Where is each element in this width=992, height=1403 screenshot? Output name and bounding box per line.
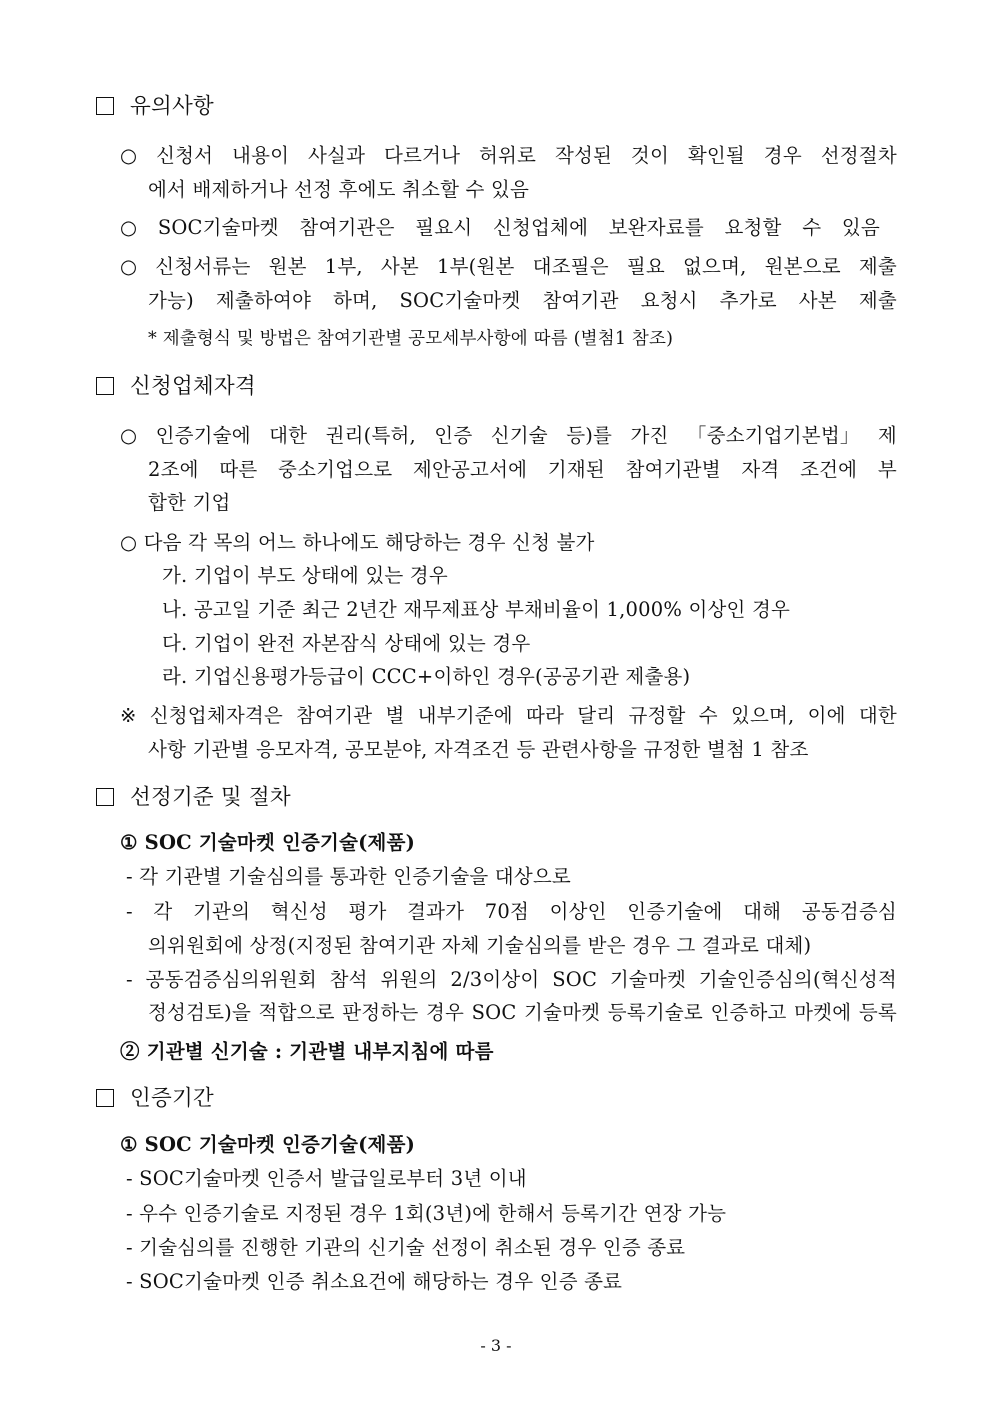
section-heading-notice: 유의사항: [96, 94, 214, 120]
word: 필요시: [415, 216, 473, 239]
word: 신청업체에: [492, 216, 589, 239]
selection-detail-3-line-2: [148, 1000, 897, 1026]
word: 이상인: [549, 900, 607, 923]
word: 없으며,: [683, 255, 747, 278]
word: -: [126, 900, 133, 923]
word: 1부,: [324, 255, 363, 278]
word: ※: [120, 704, 137, 727]
word: 위원의: [380, 968, 438, 991]
word: 별: [385, 704, 405, 727]
eligibility-item-1-line-2: [148, 457, 897, 483]
word: 내부기준에: [417, 704, 513, 727]
word: 대한: [269, 424, 308, 447]
eligibility-remark-line-2: 사항 기관별 응모자격, 공모분야, 자격조건 등 관련사항을 규정한 별첨 1 참조: [148, 738, 809, 761]
word: 70점: [484, 900, 530, 923]
notice-item-3-line-2: [148, 288, 897, 314]
word: 가능): [148, 289, 194, 312]
selection-detail-2-line-1: [126, 899, 897, 925]
eligibility-sub-ga: 가. 기업이 부도 상태에 있는 경우: [162, 564, 448, 587]
square-bullet-icon: [96, 97, 114, 115]
word: 인증: [434, 424, 473, 447]
word: 사본: [380, 255, 419, 278]
word: 공동검증심의위원회: [145, 968, 317, 991]
word: SOC기술마켓: [399, 289, 521, 312]
word: 따라: [525, 704, 565, 727]
word: 경우: [425, 1001, 465, 1024]
square-bullet-icon: [96, 377, 114, 395]
word: 참여기관은: [299, 216, 395, 239]
word: 중소기업으로: [278, 458, 393, 481]
word: 있음: [841, 216, 880, 239]
eligibility-sub-da: 다. 기업이 완전 자본잠식 상태에 있는 경우: [162, 632, 531, 655]
word: 사본: [798, 289, 837, 312]
selection-sub-heading-2: ② 기관별 신기술 : 기관별 내부지침에 따름: [120, 1040, 494, 1063]
word: 필요: [626, 255, 665, 278]
word: 경우: [763, 144, 802, 167]
word: ○: [120, 216, 138, 239]
period-sub-heading-1: ① SOC 기술마켓 인증기술(제품): [120, 1133, 416, 1156]
word: 조건에: [800, 458, 858, 481]
period-detail-3: - 기술심의를 진행한 기관의 신기술 선정이 취소된 경우 인증 종료: [126, 1236, 686, 1259]
eligibility-remark-line-1: [120, 703, 897, 729]
word: 대해: [743, 900, 782, 923]
word: 권리(특허,: [325, 424, 416, 447]
word: 신기술: [490, 424, 548, 447]
word: 1부(원본: [437, 255, 515, 278]
word: 따른: [219, 458, 258, 481]
word: 선정절차: [820, 144, 897, 167]
word: 참여기관별: [625, 458, 721, 481]
word: 확인될: [687, 144, 745, 167]
word: 2/3이상이: [450, 968, 540, 991]
word: 원본으로: [764, 255, 841, 278]
section-heading-eligibility: 신청업체자격: [96, 374, 256, 400]
square-bullet-icon: [96, 1089, 114, 1107]
section-heading-selection: 선정기준 및 절차: [96, 785, 291, 811]
word: 것이: [630, 144, 669, 167]
notice-item-1-line-2: 에서 배제하거나 선정 후에도 취소할 수 있음: [148, 178, 530, 201]
word: 규정할: [628, 704, 686, 727]
eligibility-sub-na: 나. 공고일 기준 최근 2년간 재무제표상 부채비율이 1,000% 이상인 경우: [162, 598, 791, 621]
word: 이에: [807, 704, 846, 727]
word: SOC: [471, 1001, 517, 1024]
word: 있으며,: [730, 704, 795, 727]
word: 다르거나: [383, 144, 461, 167]
word: 기술인증심의(혁신성적: [698, 968, 897, 991]
word: 공동검증심: [801, 900, 897, 923]
word: 작성된: [554, 144, 613, 167]
word: 허위로: [478, 144, 537, 167]
eligibility-item-1-line-3: 합한 기업: [148, 491, 231, 514]
word: 기관의: [193, 900, 251, 923]
eligibility-item-1-line-1: [120, 423, 897, 449]
word: 자격: [741, 458, 780, 481]
word: 등)를: [566, 424, 613, 447]
selection-sub-heading-1: ① SOC 기술마켓 인증기술(제품): [120, 831, 416, 854]
word: 가진: [630, 424, 669, 447]
eligibility-sub-ra: 라. 기업신용평가등급이 CCC+이하인 경우(공공기관 제출용): [162, 665, 691, 688]
word: 등록기술로: [607, 1001, 703, 1024]
word: 등록: [858, 1001, 897, 1024]
word: 판정하는: [342, 1001, 419, 1024]
word: 신청서: [156, 144, 214, 167]
word: 달리: [577, 704, 616, 727]
word: 수: [802, 216, 822, 239]
word: 결과가: [407, 900, 465, 923]
notice-item-1-line-1: [120, 143, 897, 169]
notice-item-2: [120, 215, 880, 241]
square-bullet-icon: [96, 788, 114, 806]
selection-detail-2-line-2: 의위원회에 상정(지정된 참여기관 자체 기술심의를 받은 경우 그 결과로 대체): [148, 934, 812, 957]
word: ○: [120, 144, 138, 167]
word: ○: [120, 255, 138, 278]
eligibility-item-2-line-1: ○ 다음 각 목의 어느 하나에도 해당하는 경우 신청 불가: [120, 531, 595, 554]
word: 참여기관: [542, 289, 619, 312]
word: ○: [120, 424, 138, 447]
page-number: - 3 -: [480, 1336, 512, 1355]
word: 기술마켓: [609, 968, 686, 991]
word: 제출: [858, 289, 897, 312]
word: 기재된: [547, 458, 605, 481]
word: 마켓에: [794, 1001, 852, 1024]
word: 수: [698, 704, 718, 727]
word: 신청서류는: [155, 255, 251, 278]
word: SOC: [552, 968, 598, 991]
word: 각: [153, 900, 173, 923]
word: 사실과: [308, 144, 366, 167]
word: 원본: [268, 255, 307, 278]
word: 인증기술에: [155, 424, 251, 447]
word: -: [126, 968, 133, 991]
word: 제: [877, 424, 897, 447]
word: 참여기관: [296, 704, 373, 727]
word: 참석: [329, 968, 368, 991]
word: 인증기술에: [627, 900, 723, 923]
word: 하며,: [333, 289, 378, 312]
word: 제출하여야: [215, 289, 312, 312]
word: 신청업체자격은: [149, 704, 283, 727]
word: 2조에: [148, 458, 199, 481]
word: SOC기술마켓: [157, 216, 279, 239]
word: 요청시: [640, 289, 698, 312]
period-detail-1: - SOC기술마켓 인증서 발급일로부터 3년 이내: [126, 1167, 527, 1190]
word: 대한: [858, 704, 897, 727]
word: 부: [877, 458, 897, 481]
word: 정성검토)을: [148, 1001, 251, 1024]
selection-detail-1: - 각 기관별 기술심의를 통과한 인증기술을 대상으로: [126, 865, 571, 888]
word: 기술마켓: [524, 1001, 601, 1024]
section-heading-certification-period: 인증기간: [96, 1086, 214, 1112]
notice-item-3-line-1: [120, 254, 897, 280]
notice-item-3-note: * 제출형식 및 방법은 참여기관별 공모세부사항에 따름 (별첨1 참조): [148, 329, 674, 349]
word: 추가로: [719, 289, 777, 312]
word: 「중소기업기본법」: [686, 424, 860, 447]
selection-detail-3-line-1: [126, 967, 897, 993]
word: 평가: [348, 900, 387, 923]
word: 인증하고: [710, 1001, 787, 1024]
word: 내용이: [232, 144, 290, 167]
word: 보완자료를: [608, 216, 704, 239]
word: 요청할: [724, 216, 782, 239]
period-detail-4: - SOC기술마켓 인증 취소요건에 해당하는 경우 인증 종료: [126, 1270, 623, 1293]
word: 혁신성: [270, 900, 328, 923]
word: 적합으로: [258, 1001, 335, 1024]
period-detail-2: - 우수 인증기술로 지정된 경우 1회(3년)에 한해서 등록기간 연장 가능: [126, 1202, 727, 1225]
word: 대조필은: [532, 255, 609, 278]
word: 제안공고서에: [412, 458, 528, 481]
word: 제출: [858, 255, 897, 278]
